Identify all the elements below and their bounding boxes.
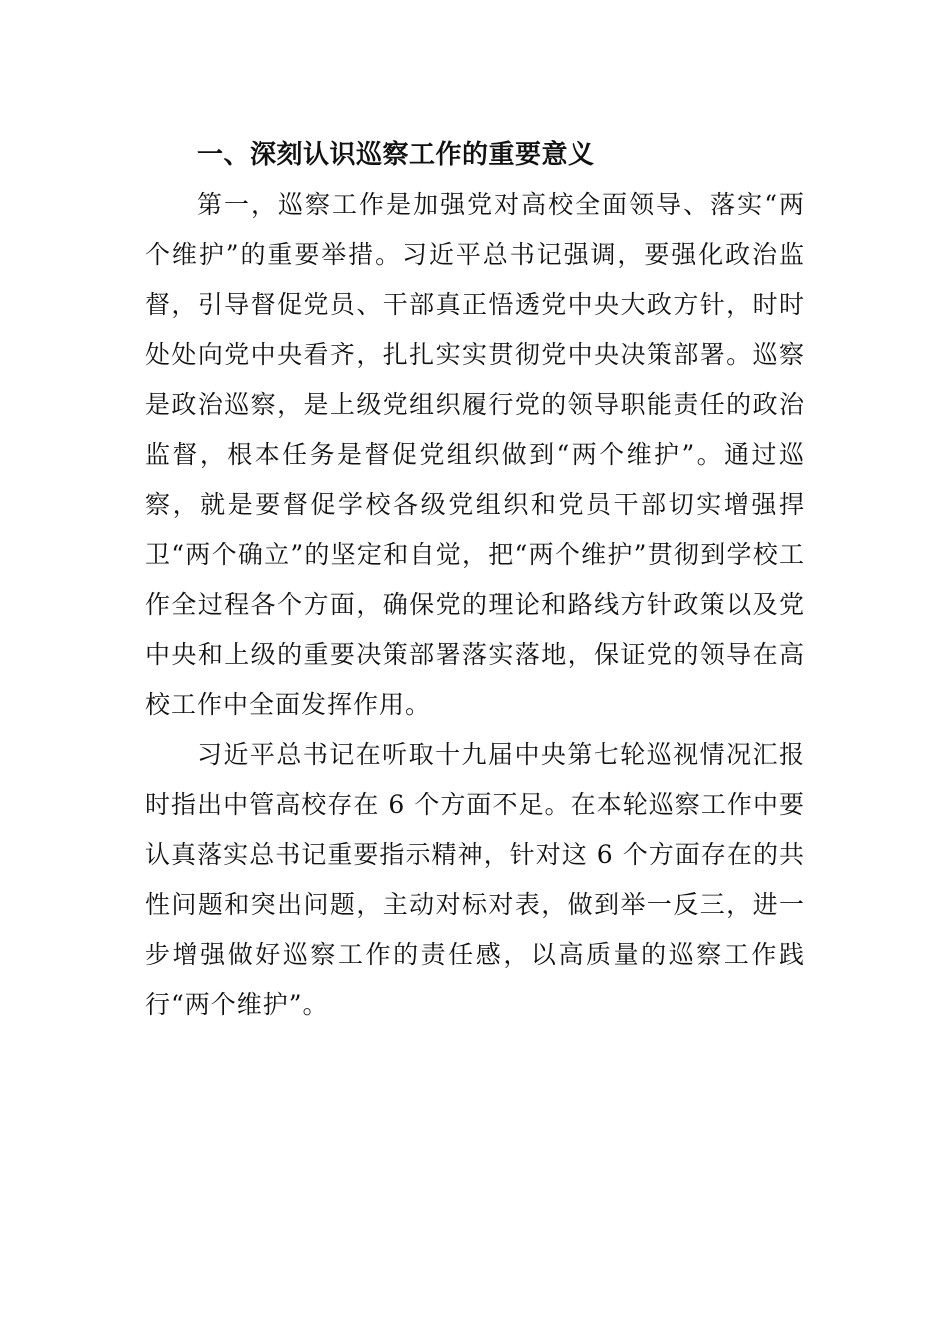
section-heading: 一、深刻认识巡察工作的重要意义 (197, 140, 595, 170)
paragraph-1: 第一，巡察工作是加强党对高校全面领导、落实“两个维护”的重要举措。习近平总书记强调，要强化政治监督，引导督促党员、干部真正悟透党中央大政方针，时时处处向党中央看齐，扎扎实实贯彻党中央决策部署。巡察是政治巡察，是上级党组织履行党的领导职能责任的政治监督，根本任务是督促党组织做到“两个维护”。通过巡察，就是要督促学校各级党组织和党员干部切实增强捍卫“两个确立”的坚定和自觉，把“两个维护”贯彻到学校工作全过程各个方面，确保党的理论和路线方针政策以及党中央和上级的重要决策部署落实落地，保证党的领导在高校工作中全面发挥作用。 (145, 190, 805, 719)
paragraph-2: 习近平总书记在听取十九届中央第七轮巡视情况汇报时指出中管高校存在 6 个方面不足。在本轮巡察工作中要认真落实总书记重要指示精神，针对这 6 个方面存在的共性问题和突出问题，主动对标对表，做到举一反三，进一步增强做好巡察工作的责任感，以高质量的巡察工作践行“两个维护”。 (145, 740, 805, 1019)
document-body (145, 130, 805, 1030)
